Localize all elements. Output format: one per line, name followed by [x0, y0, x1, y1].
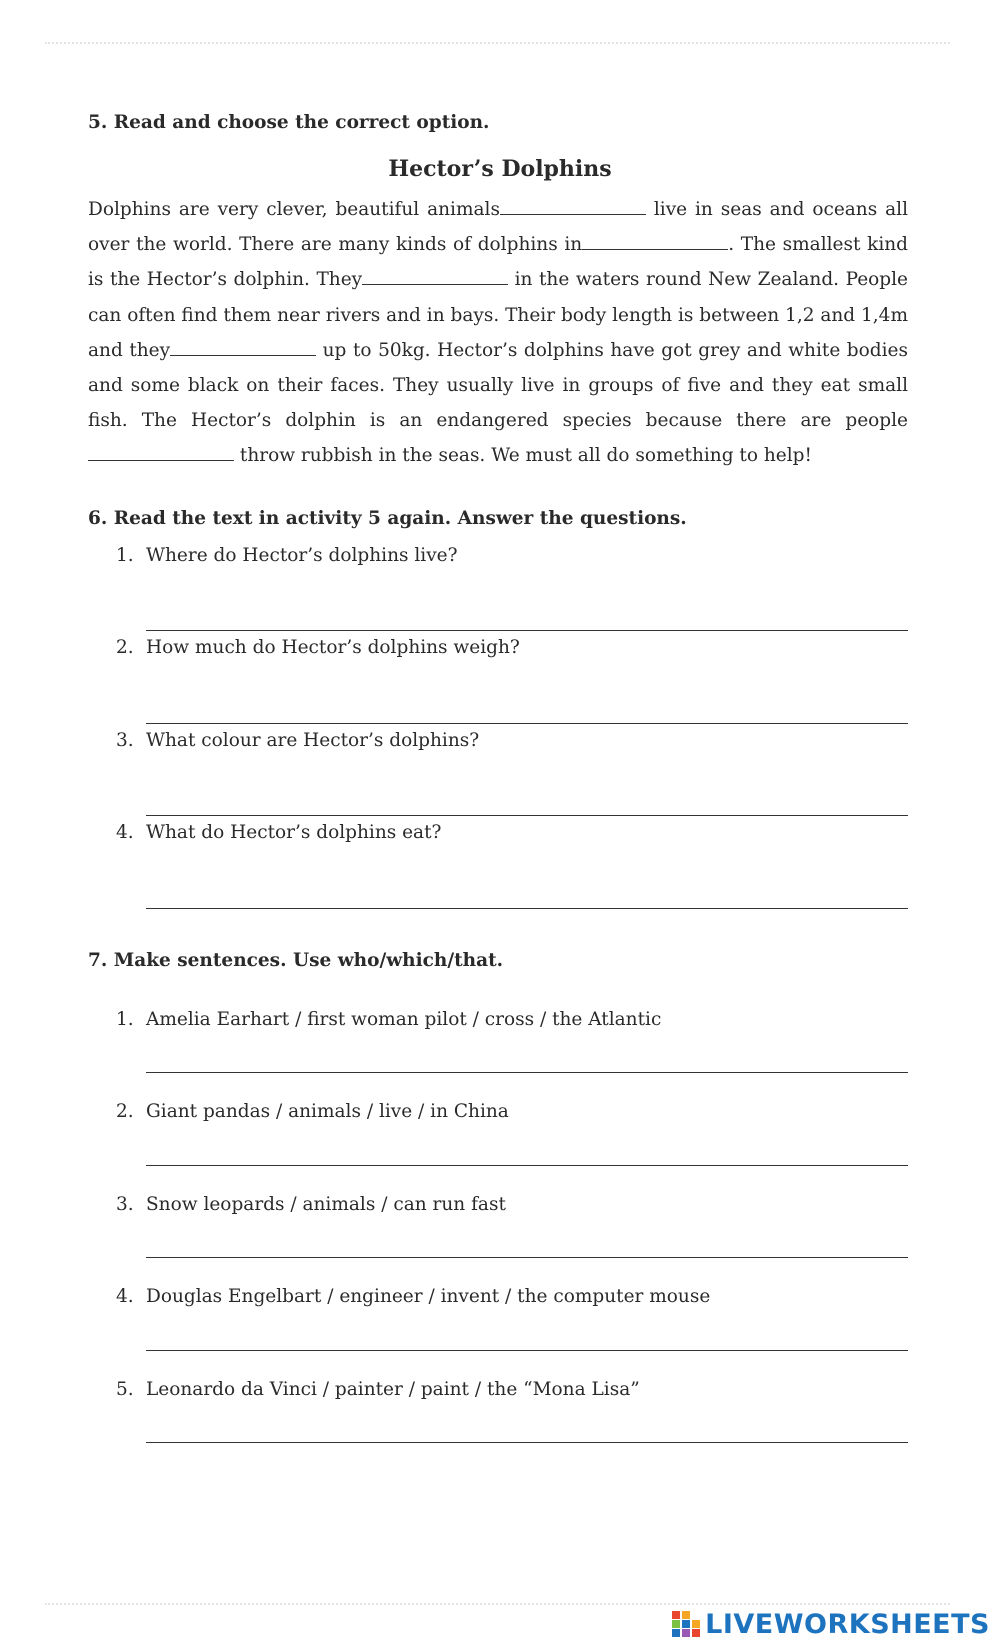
liveworksheets-logo-icon	[672, 1611, 702, 1637]
blank-2[interactable]	[582, 230, 728, 250]
story-text-6: throw rubbish in the seas. We must all do something to help!	[234, 445, 812, 467]
question-item	[116, 637, 520, 658]
prompt-number: 3.	[116, 1194, 134, 1215]
question-text: How much do Hector’s dolphins weigh?	[146, 637, 520, 658]
answer-line[interactable]	[146, 723, 908, 724]
story-text-4: in the waters round New Zealand. People can often find them near rivers and in bays. Their body length is between 1,2 and 1,4m and they	[88, 269, 908, 361]
question-text: What colour are Hector’s dolphins?	[146, 730, 480, 751]
prompt-text: Douglas Engelbart / engineer / invent / the computer mouse	[146, 1286, 711, 1307]
answer-line[interactable]	[146, 908, 908, 909]
blank-5[interactable]	[88, 441, 234, 461]
question-text: Where do Hector’s dolphins live?	[146, 545, 458, 566]
blank-4[interactable]	[170, 335, 316, 355]
answer-line[interactable]	[146, 1165, 908, 1166]
story-paragraph	[88, 192, 908, 474]
logo-text: LIVEWORKSHEETS	[705, 1608, 990, 1640]
story-text-2: live in seas and oceans all over the world. There are many kinds of dolphins in	[88, 199, 908, 256]
activity-6-heading: 6. Read the text in activity 5 again. Answer the questions.	[88, 508, 687, 529]
prompt-item	[116, 1379, 640, 1400]
prompt-text: Snow leopards / animals / can run fast	[146, 1194, 506, 1215]
prompt-item	[116, 1286, 710, 1307]
story-title: Hector’s Dolphins	[388, 156, 612, 182]
liveworksheets-logo[interactable]	[672, 1608, 990, 1640]
prompt-text: Leonardo da Vinci / painter / paint / the “Mona Lisa”	[146, 1379, 640, 1400]
answer-line[interactable]	[146, 630, 908, 631]
prompt-item	[116, 1009, 661, 1030]
question-number: 4.	[116, 822, 134, 843]
story-text-5: up to 50kg. Hector’s dolphins have got grey and white bodies and some black on their faces. They usually live in groups of five and they eat small fish. The Hector’s dolphin is an endangered species because there are people	[88, 339, 908, 432]
answer-line[interactable]	[146, 1442, 908, 1443]
story-text-1: Dolphins are very clever, beautiful animals	[88, 199, 500, 220]
activity-5-heading: 5. Read and choose the correct option.	[88, 112, 490, 133]
question-item	[116, 545, 458, 566]
prompt-number: 4.	[116, 1286, 134, 1307]
question-text: What do Hector’s dolphins eat?	[146, 822, 442, 843]
story-text-3: . The smallest kind is the Hector’s dolphin. They	[88, 234, 908, 291]
bottom-decorative-border	[45, 1603, 950, 1605]
answer-line[interactable]	[146, 1072, 908, 1073]
prompt-item	[116, 1101, 509, 1122]
answer-line[interactable]	[146, 1350, 908, 1351]
prompt-text: Giant pandas / animals / live / in China	[146, 1101, 509, 1122]
top-decorative-border	[45, 42, 950, 44]
question-number: 1.	[116, 545, 134, 566]
answer-line[interactable]	[146, 815, 908, 816]
prompt-number: 1.	[116, 1009, 134, 1030]
prompt-text: Amelia Earhart / first woman pilot / cross / the Atlantic	[146, 1009, 662, 1030]
prompt-number: 2.	[116, 1101, 134, 1122]
answer-line[interactable]	[146, 1257, 908, 1258]
question-item	[116, 822, 441, 843]
question-item	[116, 730, 479, 751]
prompt-number: 5.	[116, 1379, 134, 1400]
blank-3[interactable]	[362, 265, 508, 285]
activity-7-heading: 7. Make sentences. Use who/which/that.	[88, 950, 504, 971]
blank-1[interactable]	[500, 195, 646, 215]
question-number: 3.	[116, 730, 134, 751]
question-number: 2.	[116, 637, 134, 658]
prompt-item	[116, 1194, 506, 1215]
